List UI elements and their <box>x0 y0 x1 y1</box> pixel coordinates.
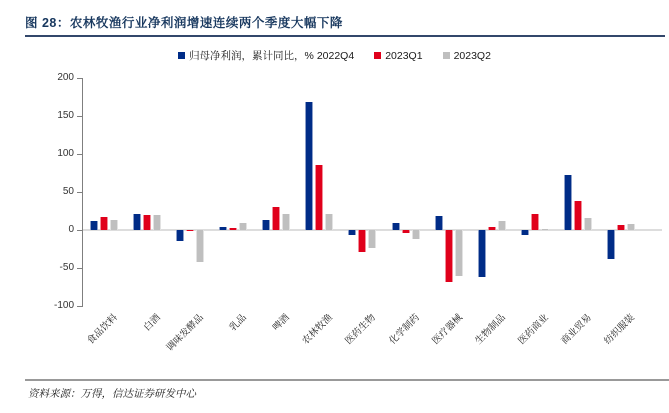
x-category-label: 医药商业 <box>516 312 551 347</box>
bar <box>196 230 204 262</box>
bar <box>90 221 98 230</box>
y-axis-tick-label: 200 <box>57 72 74 83</box>
bar <box>153 215 161 230</box>
bar <box>541 229 549 230</box>
x-category-label: 啤酒 <box>270 312 293 334</box>
bar <box>455 230 463 276</box>
y-axis-tick <box>77 230 82 231</box>
bar <box>133 214 141 230</box>
bar <box>272 207 280 230</box>
bar <box>574 201 582 230</box>
bar <box>521 230 529 235</box>
y-axis-tick-label: -100 <box>53 300 74 311</box>
y-axis-tick <box>77 306 82 307</box>
x-category-label: 调味发酵品 <box>164 312 207 354</box>
bar <box>607 230 615 259</box>
y-axis-tick <box>77 268 82 269</box>
bar <box>412 230 420 239</box>
y-axis-tick <box>77 116 82 117</box>
bar <box>564 175 572 230</box>
bar <box>305 102 313 230</box>
bar <box>325 214 333 230</box>
legend-label: 2023Q2 <box>453 49 491 62</box>
y-axis-tick <box>77 154 82 155</box>
source-note: 资料来源：万得，信达证券研发中心 <box>28 388 196 400</box>
bar <box>584 218 592 230</box>
y-axis-line <box>82 78 83 307</box>
bar <box>282 214 290 230</box>
bar <box>110 220 118 230</box>
x-category-label: 商业贸易 <box>559 312 594 347</box>
legend-label: 2023Q1 <box>385 49 423 62</box>
x-category-label: 食品饮料 <box>85 312 120 347</box>
bar <box>358 230 366 252</box>
y-axis-tick-label: 150 <box>57 110 74 121</box>
x-category-label: 化学制药 <box>386 312 422 347</box>
bar <box>143 215 151 230</box>
bar <box>176 230 184 241</box>
x-category-label: 生物制品 <box>472 312 508 347</box>
bar <box>368 230 376 248</box>
bar <box>627 224 635 230</box>
y-axis-tick <box>77 78 82 79</box>
bar <box>445 230 453 282</box>
x-category-label: 医疗器械 <box>429 312 465 347</box>
x-category-label: 农林牧渔 <box>300 312 336 347</box>
y-axis-tick-label: 50 <box>62 186 74 197</box>
bar <box>392 223 400 230</box>
x-category-label: 乳品 <box>227 312 250 334</box>
footer-divider <box>25 379 669 381</box>
x-category-label: 医药生物 <box>343 312 379 347</box>
bar <box>617 225 625 230</box>
x-category-label: 白酒 <box>141 312 163 334</box>
figure-title: 图 28：农林牧渔行业净利润增速连续两个季度大幅下降 <box>25 16 343 30</box>
y-axis-tick <box>77 192 82 193</box>
bar <box>239 223 247 230</box>
bar <box>262 220 270 230</box>
bar <box>478 230 486 277</box>
x-category-label: 纺织服装 <box>602 312 637 347</box>
y-axis-tick-label: -50 <box>59 262 74 273</box>
bar <box>100 217 108 230</box>
bar <box>498 221 506 230</box>
bar <box>315 165 323 230</box>
bar <box>348 230 356 235</box>
bar <box>531 214 539 230</box>
bar <box>488 227 496 230</box>
bar <box>186 230 194 231</box>
bar <box>219 227 227 230</box>
legend-label: 归母净利润，累计同比，% 2022Q4 <box>189 50 355 62</box>
bar <box>402 230 410 233</box>
bar <box>435 216 443 230</box>
y-axis-tick-label: 100 <box>57 148 74 159</box>
bar <box>229 228 237 230</box>
y-axis-tick-label: 0 <box>68 224 74 235</box>
